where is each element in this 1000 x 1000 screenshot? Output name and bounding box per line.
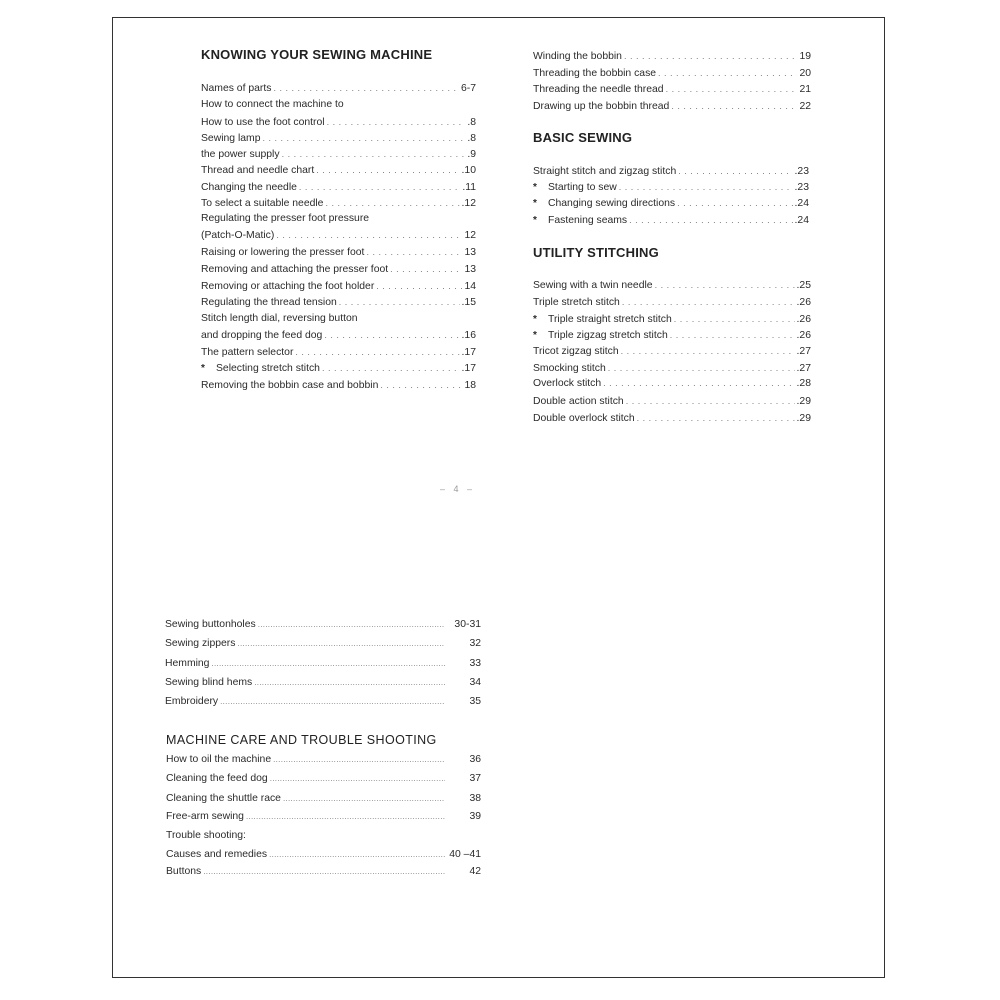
toc-entry (165, 676, 481, 689)
toc-entry-page: .25 (796, 280, 811, 291)
toc-entry-page: 13 (464, 247, 476, 258)
toc-entry-title: Sewing buttonholes (165, 619, 256, 630)
dot-leader (276, 229, 462, 242)
toc-entry-title: Drawing up the bobbin thread (533, 101, 670, 112)
toc-entry (165, 618, 481, 631)
toc-entry-page: .27 (796, 363, 811, 374)
toc-entry-title: Removing or attaching the foot holder (201, 281, 375, 292)
toc-entry (166, 792, 481, 805)
toc-entry (165, 695, 481, 708)
toc-entry-page: 21 (799, 84, 811, 95)
bullet-marker: * (533, 330, 537, 341)
toc-entry (201, 148, 476, 161)
dot-leader (674, 313, 795, 326)
toc-entry-page: .15 (461, 297, 476, 308)
toc-entry (201, 82, 476, 95)
toc-entry-page: 39 (469, 811, 481, 822)
toc-entry-title: Double action stitch (533, 396, 624, 407)
dot-leader (254, 676, 445, 689)
toc-entry-page: 36 (469, 754, 481, 765)
toc-entry-title: Overlock stitch (533, 378, 602, 389)
toc-entry-title: Cleaning the feed dog (166, 773, 268, 784)
toc-entry (533, 279, 811, 292)
toc-entry (166, 865, 481, 878)
toc-entry-title: Free-arm sewing (166, 811, 244, 822)
toc-entry-title: Sewing zippers (165, 638, 236, 649)
toc-entry-page: 19 (799, 51, 811, 62)
toc-entry (201, 312, 476, 325)
dot-leader (376, 280, 462, 293)
toc-entry (201, 379, 476, 392)
toc-entry-title: Regulating the presser foot pressure (201, 213, 370, 224)
dot-leader (324, 329, 459, 342)
toc-entry-title: Changing the needle (201, 182, 297, 193)
dot-leader (203, 865, 445, 878)
toc-entry (533, 181, 809, 194)
toc-entry-title: and dropping the feed dog (201, 330, 323, 341)
toc-entry-title: Smocking stitch (533, 363, 606, 374)
toc-entry (533, 197, 809, 210)
toc-entry-page: .12 (461, 198, 476, 209)
dot-leader (339, 296, 460, 309)
toc-entry (201, 280, 476, 293)
toc-entry-page: .10 (461, 165, 476, 176)
section-heading-utility-stitching: UTILITY STITCHING (533, 245, 659, 260)
dot-leader (322, 362, 460, 375)
toc-entry (533, 395, 811, 408)
dot-leader (273, 753, 445, 766)
toc-entry-page: 42 (469, 866, 481, 877)
toc-entry (166, 848, 481, 861)
dot-leader (671, 100, 797, 113)
toc-entry (533, 377, 811, 390)
dot-leader (655, 279, 795, 292)
toc-entry-title: Thread and needle chart (201, 165, 315, 176)
toc-entry (533, 214, 809, 227)
dot-leader (677, 197, 792, 210)
toc-entry (165, 657, 481, 670)
toc-entry-page: .11 (462, 182, 476, 193)
toc-entry (166, 772, 481, 785)
toc-entry (201, 181, 476, 194)
dot-leader (608, 362, 795, 375)
toc-entry-page: 33 (469, 658, 481, 669)
toc-entry (201, 362, 476, 375)
toc-entry (533, 67, 811, 80)
toc-entry-title: Changing sewing directions (548, 198, 676, 209)
bullet-marker: * (533, 198, 537, 209)
toc-entry-page: 32 (469, 638, 481, 649)
toc-entry-page: 40 –41 (449, 849, 481, 860)
toc-entry-page: .9 (467, 149, 476, 160)
toc-entry-title: Threading the bobbin case (533, 68, 657, 79)
toc-entry-title: Sewing with a twin needle (533, 280, 653, 291)
toc-entry-page: .28 (796, 378, 811, 389)
toc-entry-title: Selecting stretch stitch (216, 363, 320, 374)
toc-entry-title: Triple zigzag stretch stitch (548, 330, 668, 341)
toc-entry-page: .17 (461, 363, 476, 374)
toc-entry (201, 197, 476, 210)
dot-leader (211, 657, 445, 670)
toc-entry-page: .23 (794, 182, 809, 193)
toc-entry-title: Tricot zigzag stitch (533, 346, 619, 357)
toc-entry (201, 263, 476, 276)
dot-leader (283, 792, 445, 805)
toc-entry (533, 345, 811, 358)
dot-leader (670, 329, 795, 342)
toc-entry-title: Embroidery (165, 696, 219, 707)
toc-entry-page: .24 (794, 215, 809, 226)
page-number: – 4 – (440, 484, 476, 494)
toc-entry-title: Sewing blind hems (165, 677, 253, 688)
toc-entry-page: 14 (464, 281, 476, 292)
toc-entry-page: .24 (794, 198, 809, 209)
dot-leader (619, 181, 793, 194)
dot-leader (316, 164, 459, 177)
toc-entry (165, 637, 481, 650)
toc-entry-title: Fastening seams (548, 215, 628, 226)
toc-entry (201, 246, 476, 259)
dot-leader (621, 345, 795, 358)
toc-entry-page: 37 (469, 773, 481, 784)
toc-entry (201, 98, 476, 111)
toc-entry-page: .29 (796, 396, 811, 407)
toc-entry-title: Cleaning the shuttle race (166, 793, 281, 804)
toc-entry-title: The pattern selector (201, 347, 294, 358)
dot-leader (658, 67, 797, 80)
toc-entry-page: .26 (796, 314, 811, 325)
dot-leader (327, 116, 466, 129)
toc-entry-page: 20 (799, 68, 811, 79)
toc-entry-page: .8 (467, 117, 476, 128)
toc-entry-title: Raising or lowering the presser foot (201, 247, 365, 258)
dot-leader (603, 377, 794, 390)
toc-entry (201, 164, 476, 177)
dot-leader (258, 618, 445, 631)
toc-entry-title: Removing and attaching the presser foot (201, 264, 389, 275)
bullet-marker: * (201, 363, 205, 374)
toc-entry (201, 116, 476, 129)
dot-leader (273, 82, 459, 95)
dot-leader (295, 346, 459, 359)
bullet-marker: * (533, 182, 537, 193)
toc-entry (533, 362, 811, 375)
section-heading-knowing-your-sewing-machine: KNOWING YOUR SEWING MACHINE (201, 47, 433, 62)
toc-entry (533, 329, 811, 342)
toc-entry-page: 35 (469, 696, 481, 707)
section-heading-basic-sewing: BASIC SEWING (533, 130, 633, 145)
toc-entry-title: Starting to sew (548, 182, 617, 193)
toc-entry-page: 6-7 (460, 83, 476, 94)
dot-leader (626, 395, 795, 408)
toc-entry (533, 313, 811, 326)
dot-leader (624, 50, 797, 63)
toc-entry-title: Triple stretch stitch (533, 297, 620, 308)
bullet-marker: * (533, 314, 537, 325)
dot-leader (263, 132, 466, 145)
toc-entry (166, 753, 481, 766)
toc-entry-title: Buttons (166, 866, 202, 877)
bullet-marker: * (533, 215, 537, 226)
toc-entry (201, 329, 476, 342)
toc-entry-title: Straight stitch and zigzag stitch (533, 166, 677, 177)
dot-leader (390, 263, 462, 276)
dot-leader (622, 296, 795, 309)
dot-leader (220, 695, 445, 708)
toc-entry-page: 38 (469, 793, 481, 804)
toc-entry-page: .29 (796, 413, 811, 424)
dot-leader (629, 214, 792, 227)
toc-entry-title: (Patch-O-Matic) (201, 230, 275, 241)
toc-entry (533, 296, 811, 309)
toc-entry-title: Triple straight stretch stitch (548, 314, 672, 325)
dot-leader (678, 165, 792, 178)
toc-entry-page: 12 (464, 230, 476, 241)
toc-entry-page: 18 (464, 380, 476, 391)
dot-leader (366, 246, 462, 259)
toc-entry-title: Threading the needle thread (533, 84, 664, 95)
toc-entry-page: 30-31 (454, 619, 481, 630)
toc-entry-page: .23 (794, 166, 809, 177)
toc-entry-page: .8 (467, 133, 476, 144)
toc-entry (533, 412, 811, 425)
toc-entry-page: .26 (796, 297, 811, 308)
toc-entry (533, 50, 811, 63)
toc-entry-title: How to connect the machine to (201, 99, 344, 110)
dot-leader (666, 83, 798, 96)
toc-entry-title: How to oil the machine (166, 754, 272, 765)
toc-entry-title: Stitch length dial, reversing button (201, 313, 358, 324)
dot-leader (282, 148, 466, 161)
dot-leader (269, 848, 445, 861)
toc-entry-title: How to use the foot control (201, 117, 325, 128)
toc-entry-page: .27 (796, 346, 811, 357)
toc-entry (533, 165, 809, 178)
dot-leader (380, 379, 462, 392)
toc-entry-page: 22 (799, 101, 811, 112)
toc-entry-title: To select a suitable needle (201, 198, 324, 209)
toc-entry (201, 346, 476, 359)
toc-entry-page: .16 (461, 330, 476, 341)
toc-entry-page: .26 (796, 330, 811, 341)
toc-entry (201, 229, 476, 242)
toc-entry-title: the power supply (201, 149, 280, 160)
toc-entry (533, 83, 811, 96)
dot-leader (246, 810, 445, 823)
section-heading-machine-care: MACHINE CARE AND TROUBLE SHOOTING (166, 733, 437, 747)
toc-entry (201, 132, 476, 145)
toc-entry (533, 100, 811, 113)
toc-entry-page: 13 (464, 264, 476, 275)
toc-entry (166, 810, 481, 823)
toc-entry-title: Winding the bobbin (533, 51, 622, 62)
toc-entry-title: Sewing lamp (201, 133, 261, 144)
toc-entry (201, 212, 476, 225)
toc-entry-title: Causes and remedies (166, 849, 268, 860)
toc-entry-title: Trouble shooting: (166, 830, 246, 841)
dot-leader (637, 412, 795, 425)
toc-entry-title: Regulating the thread tension (201, 297, 337, 308)
toc-entry (201, 296, 476, 309)
toc-entry-title: Double overlock stitch (533, 413, 635, 424)
toc-entry-page: 34 (469, 677, 481, 688)
dot-leader (325, 197, 459, 210)
dot-leader (237, 637, 445, 650)
toc-entry-title: Removing the bobbin case and bobbin (201, 380, 379, 391)
toc-entry (166, 829, 481, 842)
toc-entry-title: Names of parts (201, 83, 272, 94)
toc-entry-title: Hemming (165, 658, 210, 669)
toc-entry-page: .17 (461, 347, 476, 358)
dot-leader (299, 181, 460, 194)
dot-leader (270, 772, 445, 785)
